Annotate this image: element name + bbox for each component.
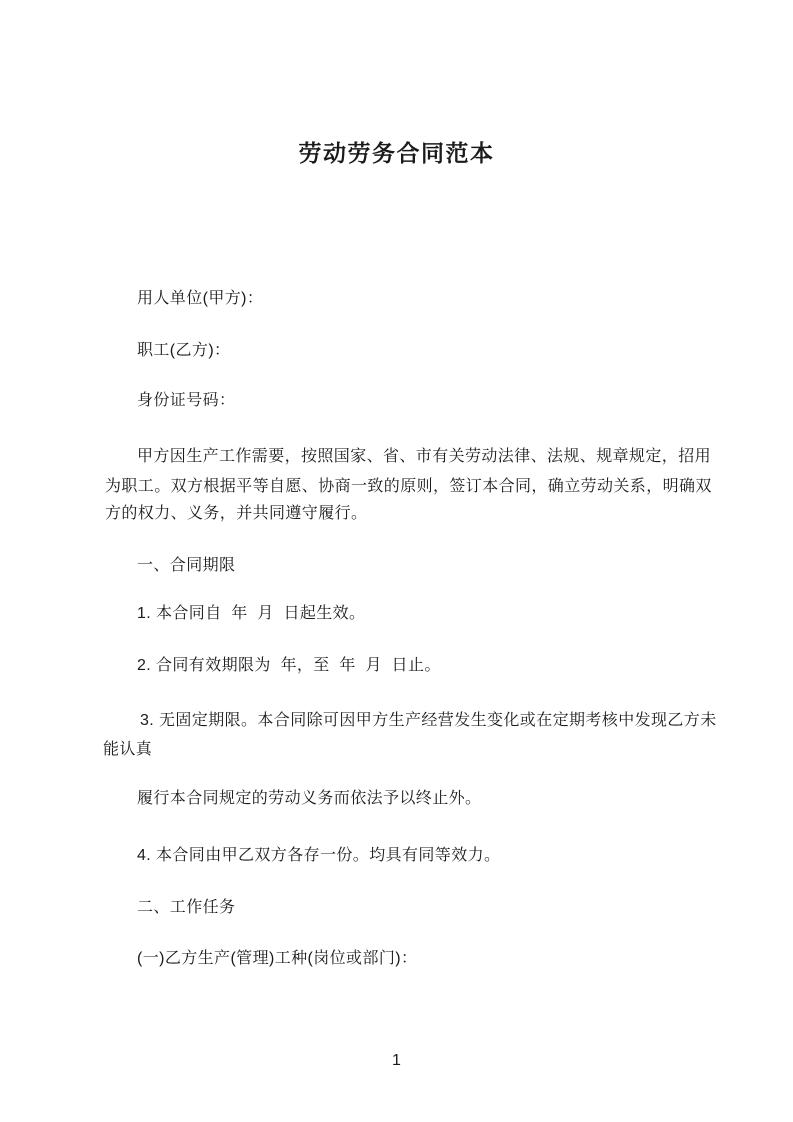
section-2-heading: 二、工作任务 <box>137 899 236 916</box>
party-b-label-line: 职工(乙方)： <box>137 342 231 359</box>
work-type-label-line: (一)乙方生产(管理)工种(岗位或部门)： <box>137 950 418 967</box>
page-number: 1 <box>392 1052 401 1069</box>
intro-paragraph-line-3: 方的权力、义务，并共同遵守履行。 <box>105 505 368 522</box>
intro-paragraph-line-2: 为职工。双方根据平等自愿、协商一致的原则，签订本合同，确立劳动关系，明确双 <box>105 478 712 495</box>
party-a-label-line: 用人单位(甲方)： <box>137 290 264 307</box>
clause-4-line: 4. 本合同由甲乙双方各存一份。均具有同等效力。 <box>137 847 501 864</box>
document-title: 劳动劳务合同范本 <box>298 140 495 166</box>
clause-1-line: 1. 本合同自 年 月 日起生效。 <box>137 605 366 622</box>
intro-paragraph-line-1: 甲方因生产工作需要，按照国家、省、市有关劳动法律、法规、规章规定，招用 <box>137 448 712 465</box>
id-number-label-line: 身份证号码： <box>137 392 236 409</box>
clause-3-line-1: 3. 无固定期限。本合同除可因甲方生产经营发生变化或在定期考核中发现乙方未 <box>140 712 717 729</box>
clause-2-line: 2. 合同有效期限为 年，至 年 月 日止。 <box>137 657 441 674</box>
clause-3-continuation-line: 履行本合同规定的劳动义务而依法予以终止外。 <box>137 790 482 807</box>
section-1-heading: 一、合同期限 <box>137 557 236 574</box>
clause-3-line-2: 能认真 <box>103 741 153 758</box>
